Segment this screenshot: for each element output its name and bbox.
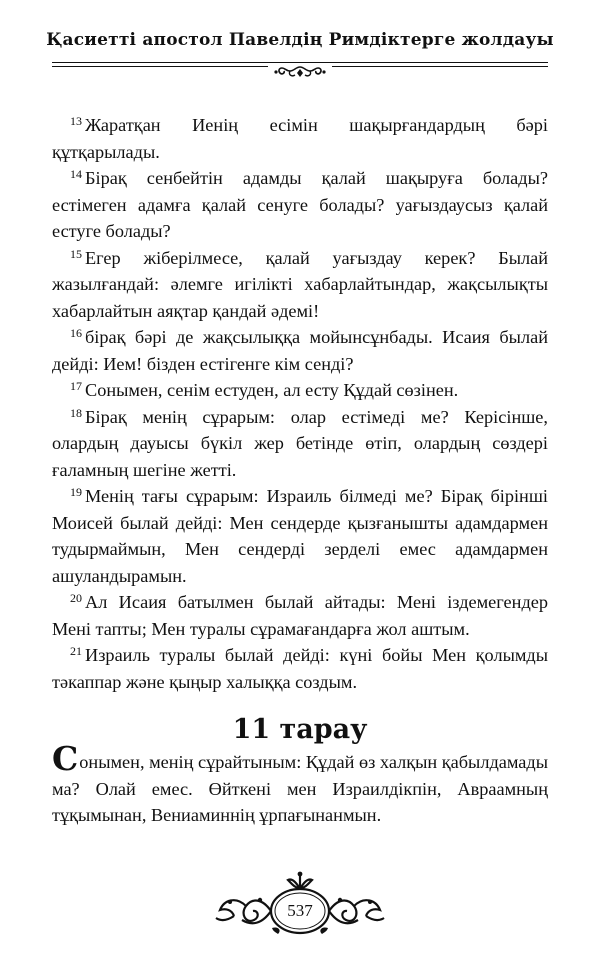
verse-number: 19: [70, 485, 82, 499]
verse-number: 21: [70, 644, 82, 658]
verse-number: 14: [70, 167, 82, 181]
verse-text: Бірақ менің сұрарым: олар естімеді ме? Керісінше, олардың дауысы бүкіл жер бетінде өтіп, олардың сөздері ғаламның шегіне жетті.: [52, 406, 548, 480]
verse-text: Израиль туралы былай дейді: күні бойы Мен қолымды тәкаппар және қыңыр халыққа создым.: [52, 645, 548, 692]
header-rule-upper: [52, 62, 548, 63]
verse-13: [52, 112, 548, 165]
chapter-first-paragraph: [52, 739, 548, 829]
verse-text: Бірақ сенбейтін адамды қалай шақыруға болады? естімеген адамға қалай сенуге болады? уағыздаусыз қалай естуге болады?: [52, 168, 548, 241]
body-text: [52, 112, 548, 829]
verse-text: Егер жіберілмесе, қалай уағыздау керек? Былай жазылғандай: әлемге игілікті хабарлайтындар, жақсылықты хабарлайтын аяқтар қандай әдемі!: [52, 247, 548, 321]
verse-number: 13: [70, 114, 82, 128]
verse-text: бірақ бәрі де жақсылыққа мойынсұнбады. Исаия былай дейді: Ием! бізден естігенге кім сенді?: [52, 327, 548, 374]
header-ornament-icon: [268, 64, 332, 80]
verse-text: Жаратқан Иенің есімін шақырғандардың бәрі құтқарылады.: [52, 115, 548, 162]
drop-cap: С: [52, 739, 79, 778]
chapter-paragraph-text: онымен, менің сұрайтыным: Құдай өз халқын қабылдамады ма? Олай емес. Өйткені мен Израилдікпін, Авраамның тұқымынан, Вениаминнің ұрпағынанмын.: [52, 752, 548, 825]
verse-19: [52, 483, 548, 589]
page-number: 537: [287, 901, 313, 920]
verse-text: Сонымен, сенім естуден, ал есту Құдай сөзінен.: [85, 380, 459, 400]
verse-number: 20: [70, 591, 82, 605]
verse-text: Менің тағы сұрарым: Израиль білмеді ме? Бірақ бірінші Моисей былай дейді: Мен сендерде қызғанышты адамдармен тудырмаймын, Мен сендерді зерделі емес адамдармен ашуландырамын.: [52, 486, 548, 586]
running-head-title: Қасиетті апостол Павелдің Римдіктерге жолдауы: [46, 30, 554, 50]
chapter-heading: 11 тарау: [232, 714, 368, 745]
verse-16: [52, 324, 548, 377]
verse-18: [52, 404, 548, 484]
verse-text: Ал Исаия батылмен былай айтады: Мені іздемегендер Мені тапты; Мен туралы сұрамағандарға жол аштым.: [52, 592, 548, 639]
verse-14: [52, 165, 548, 245]
verse-20: [52, 589, 548, 642]
verse-15: [52, 245, 548, 325]
verse-number: 18: [70, 405, 82, 420]
verse-number: 16: [70, 326, 82, 340]
verse-21: [52, 642, 548, 695]
verse-17: [52, 377, 548, 404]
verse-number: 15: [70, 246, 82, 261]
verse-number: 17: [70, 379, 82, 393]
